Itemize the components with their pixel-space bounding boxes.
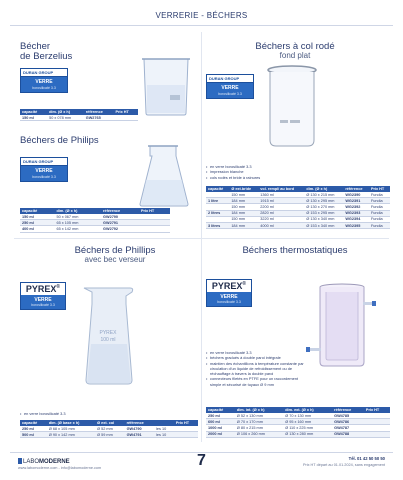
bullet-item: • cols rodés et bride à rainures	[206, 175, 326, 180]
table-cell: Ø 90 x 142 mm	[47, 432, 95, 438]
table-cell: 600 ml	[206, 419, 235, 425]
table-cell: 500 ml	[20, 432, 47, 438]
col-header: Prix HT	[139, 208, 170, 214]
colrode-title	[220, 42, 370, 61]
pyrex-sub: borosilicaté 3.3	[207, 300, 251, 306]
colrode-subtitle: fond plat	[279, 51, 311, 61]
pyrex-label: PYREX	[25, 284, 57, 294]
table-cell: WG2393	[343, 210, 369, 216]
col-header: dim. (Ø base x h)	[47, 420, 95, 426]
col-header: dim. ext. (Ø x h)	[283, 407, 332, 413]
table-cell: WG2392	[343, 204, 369, 210]
table-cell: 400 ml	[20, 226, 54, 232]
col-header: vol. rempli au bord	[258, 186, 304, 192]
table-cell	[364, 431, 390, 437]
table-cell: 3220 ml	[258, 216, 304, 222]
phillips-verseur-title-main: Béchers de Phillips	[74, 245, 156, 256]
table-cell: WG2395	[343, 222, 369, 228]
column-divider	[201, 32, 202, 442]
table-cell: Fundia	[369, 210, 390, 216]
table-cell: 250 ml	[20, 426, 47, 432]
table-row	[20, 432, 198, 438]
row-divider	[14, 238, 389, 239]
table-cell: GW4785	[332, 413, 364, 419]
page-number: 7	[197, 452, 206, 469]
bullet-item: • en verre borosilicaté 3.3	[206, 350, 306, 355]
col-header: Prix HT	[369, 186, 390, 192]
duran-sub: borosilicaté 3.3	[21, 86, 67, 92]
table-cell: Ø 130 x 270 mm	[304, 204, 343, 210]
bullet-item: • béchers gradués à double paroi intégrale	[206, 355, 306, 360]
table-cell: 250 ml	[206, 413, 235, 419]
pyrex-reg: ®	[242, 281, 247, 287]
table-cell: 65 x 142 mm	[54, 226, 101, 232]
table-row	[20, 115, 138, 121]
duran-label: DURAN GROUP	[23, 159, 54, 164]
col-header: Ø ext. col	[95, 420, 124, 426]
table-cell: 150 mm	[229, 204, 258, 210]
table-cell: 3 litres	[206, 222, 229, 228]
berzelius-table	[20, 109, 138, 121]
beaker-print-line1: PYREX	[99, 330, 117, 336]
table-cell: GW2792	[101, 226, 139, 232]
table-cell: 150 mm	[229, 192, 258, 198]
phillips-verseur-title	[40, 246, 190, 265]
col-header: Ø ext.bride	[229, 186, 258, 192]
col-header: référence	[125, 420, 154, 426]
table-cell: Ø 130 x 215 mm	[304, 192, 343, 198]
phillips-verseur-subtitle: avec bec verseur	[84, 255, 146, 265]
table-cell: les 10	[154, 432, 174, 438]
table-cell: WG2390	[343, 192, 369, 198]
table-cell: GW4790	[125, 426, 154, 432]
table-cell: GW4787	[332, 425, 364, 431]
table-cell: Ø 130 x 340 mm	[304, 216, 343, 222]
table-cell: 1 litre	[206, 198, 229, 204]
table-cell: Ø 70 x 130 mm	[283, 413, 332, 419]
philips-beaker-image	[136, 142, 192, 210]
table-cell: 150 ml	[20, 115, 47, 121]
table-cell: GW2765	[84, 115, 114, 121]
table-cell: 1360 ml	[258, 192, 304, 198]
table-row	[20, 226, 170, 232]
table-cell: 184 mm	[229, 222, 258, 228]
table-cell	[174, 432, 198, 438]
table-cell: WG2391	[343, 198, 369, 204]
header-divider	[10, 25, 393, 26]
duran-brand-badge	[20, 68, 68, 93]
logo-suffix: MODERNE	[39, 459, 70, 465]
beaker-print	[80, 330, 136, 343]
table-cell: Ø 95 x 160 mm	[283, 419, 332, 425]
col-header: capacité	[206, 186, 229, 192]
table-cell: Fundia	[369, 222, 390, 228]
table-cell: Ø 153 x 340 mm	[304, 222, 343, 228]
footer-tel: Tél. 01 42 50 50 50	[348, 456, 385, 461]
pyrex-reg: ®	[56, 284, 61, 290]
col-header: dim. (Ø x h)	[304, 186, 343, 192]
table-cell: 1000 ml	[206, 425, 235, 431]
philips-title: Béchers de Philips	[20, 135, 99, 146]
col-header: Prix HT	[364, 407, 390, 413]
table-cell: GW4786	[332, 419, 364, 425]
footer-contact: www.labomoderne.com - info@labomoderne.com	[18, 466, 102, 470]
col-header: capacité	[20, 208, 54, 214]
table-cell: 4000 ml	[258, 222, 304, 228]
table-cell: GW4791	[125, 432, 154, 438]
table-cell: Ø 80 x 215 mm	[235, 425, 283, 431]
table-cell: Fundia	[369, 216, 390, 222]
bullet-item: • en verre borosilicaté 3.3	[20, 411, 140, 416]
philips-table	[20, 208, 170, 233]
table-cell: Ø 52 x 130 mm	[235, 413, 283, 419]
table-cell: 2820 ml	[258, 210, 304, 216]
duran-verre: VERRE	[207, 83, 253, 92]
table-cell	[114, 115, 138, 121]
table-cell: Ø 130 x 295 mm	[304, 198, 343, 204]
duran-brand-badge	[206, 74, 254, 99]
phillips-verseur-beaker-image	[80, 284, 136, 388]
bullet-item: • en verre borosilicaté 3.3	[206, 164, 326, 169]
table-cell: 184 mm	[229, 198, 258, 204]
table-cell: 250 ml	[20, 220, 54, 226]
page-header	[0, 0, 403, 22]
table-cell: 1915 ml	[258, 198, 304, 204]
berzelius-title-line2: de Berzelius	[20, 51, 73, 63]
table-cell: Ø 106 x 260 mm	[235, 431, 283, 437]
berzelius-beaker-image	[136, 55, 196, 117]
table-cell	[139, 226, 170, 232]
table-cell: Ø 59 mm	[95, 432, 124, 438]
berzelius-title-line1: Bécher	[20, 41, 51, 52]
pyrex-verre: VERRE	[21, 295, 65, 303]
duran-brand-badge	[20, 157, 68, 182]
phillips-verseur-bullets	[20, 411, 140, 416]
logo-prefix: LABO	[23, 459, 40, 465]
table-cell: 2200 ml	[258, 204, 304, 210]
colrode-table	[206, 186, 390, 229]
phillips-verseur-table	[20, 420, 198, 438]
colrode-bullets	[206, 164, 326, 180]
duran-sub: borosilicaté 3.3	[21, 175, 67, 181]
table-cell: 150 mm	[229, 216, 258, 222]
duran-verre: VERRE	[21, 77, 67, 86]
table-cell: Ø 153 x 295 mm	[304, 210, 343, 216]
colrode-beaker-image	[266, 64, 318, 148]
table-cell: GW2791	[101, 220, 139, 226]
pyrex-verre: VERRE	[207, 292, 251, 300]
berzelius-title	[20, 42, 72, 63]
table-cell: Ø 130 x 280 mm	[283, 431, 332, 437]
page-title: VERRERIE - BÉCHERS	[155, 11, 248, 20]
table-cell: 65 x 105 mm	[54, 220, 101, 226]
table-row	[206, 431, 390, 437]
table-cell: Ø 52 mm	[95, 426, 124, 432]
table-cell: les 10	[154, 426, 174, 432]
pyrex-brand-badge	[206, 279, 252, 307]
colrode-title-main: Béchers à col rodé	[255, 41, 335, 52]
table-cell: 50 x 078 mm	[47, 115, 84, 121]
col-header: référence	[84, 109, 114, 115]
col-header: dim. (Ø x h)	[54, 208, 101, 214]
beaker-print-line2: 100 ml	[100, 336, 116, 343]
footer-note: Prix HT départ au 01.01.2024, sans engagement	[302, 463, 385, 467]
duran-label: DURAN GROUP	[23, 70, 54, 75]
table-cell: Ø 110 x 225 mm	[283, 425, 332, 431]
table-row	[206, 222, 390, 228]
thermo-table	[206, 407, 390, 438]
table-cell: Fundia	[369, 198, 390, 204]
col-header: référence	[332, 407, 364, 413]
col-header: référence	[343, 186, 369, 192]
table-cell: Ø 68 x 105 mm	[47, 426, 95, 432]
table-cell: GW2790	[101, 214, 139, 220]
table-cell: 2 litres	[206, 210, 229, 216]
pyrex-sub: borosilicaté 3.3	[21, 303, 65, 309]
col-header: Prix HT	[174, 420, 198, 426]
duran-sub: borosilicaté 3.3	[207, 92, 253, 98]
col-header: Prix HT	[114, 109, 138, 115]
table-cell: Fundia	[369, 204, 390, 210]
thermo-bullets	[206, 350, 306, 387]
bullet-item: • maintien des échantillons à température constante par circulation d'un liquide de refroidissement ou de réchauffage à travers la double paroi	[206, 361, 306, 377]
pyrex-label: PYREX	[211, 281, 243, 291]
col-header: dim. int. (Ø x h)	[235, 407, 283, 413]
table-cell: Ø 70 x 170 mm	[235, 419, 283, 425]
col-header: capacité	[206, 407, 235, 413]
col-header: référence	[101, 208, 139, 214]
table-cell: GW4788	[332, 431, 364, 437]
table-cell: 2000 ml	[206, 431, 235, 437]
pyrex-brand-badge	[20, 282, 66, 310]
thermo-title: Béchers thermostatiques	[242, 245, 348, 256]
table-cell: 184 mm	[229, 210, 258, 216]
duran-label: DURAN GROUP	[209, 76, 240, 81]
thermo-beaker-image	[306, 282, 376, 368]
col-header: capacité	[20, 420, 47, 426]
table-cell: Fundia	[369, 192, 390, 198]
bullet-item: • impression blanche	[206, 169, 326, 174]
duran-verre: VERRE	[21, 166, 67, 175]
col-header: dim. (Ø x h)	[47, 109, 84, 115]
bullet-item: • connecteurs filetés en PTFE pour un raccordement simple et sécurisé de tuyaux Ø 9 mm	[206, 376, 306, 387]
col-header: capacité	[20, 109, 47, 115]
table-cell: 50 x 067 mm	[54, 214, 101, 220]
table-cell: 150 ml	[20, 214, 54, 220]
table-cell: WG2394	[343, 216, 369, 222]
